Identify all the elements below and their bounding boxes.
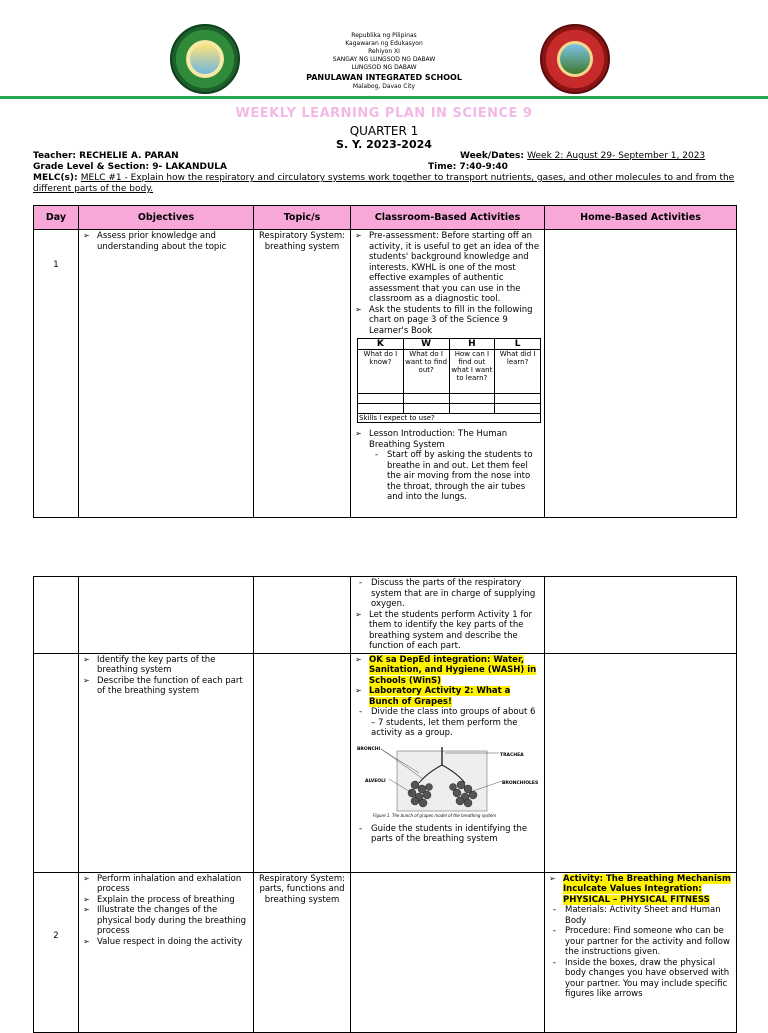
classroom-cell (351, 577, 545, 654)
letterhead-text (250, 32, 518, 91)
home-cell (545, 653, 737, 872)
page-title: WEEKLY LEARNING PLAN IN SCIENCE 9 (235, 106, 533, 121)
activity-subitem: - Discuss the parts of the respiratory system that are in charge of supplying oxygen. (371, 578, 542, 610)
objective-item: ➢ Explain the process of breathing (97, 895, 251, 906)
week-label: Week/Dates: (460, 151, 528, 161)
kwhl-question: How can I find out what I want to learn? (449, 350, 495, 394)
activity-item: ➢ Let the students perform Activity 1 for them to identify the key parts of the breathing system and describe the function of each part. (369, 610, 542, 652)
home-cell (545, 577, 737, 654)
objectives-cell (79, 872, 254, 1032)
kwhl-head: K (358, 339, 404, 350)
davao-city-division-seal-icon (170, 24, 240, 94)
kwhl-chart (357, 338, 541, 423)
values-integration: Inculcate Values Integration: PHYSICAL – PHYSICAL FITNESS (563, 884, 710, 905)
activity-item (369, 429, 542, 503)
home-subitem: - Materials: Activity Sheet and Human Body (565, 905, 734, 926)
school-name: PANULAWAN INTEGRATED SCHOOL (306, 73, 462, 82)
kwhl-question: What did I learn? (495, 350, 541, 394)
plan-table-day2 (33, 576, 737, 1033)
breathing-mechanism-activity: Activity: The Breathing Mechanism (563, 873, 731, 884)
home-cell (545, 230, 737, 518)
day-cell: 1 (34, 230, 79, 518)
objective-item: ➢ Identify the key parts of the breathing system (97, 655, 251, 676)
kwhl-question: What do I want to find out? (403, 350, 449, 394)
objectives-cell (79, 577, 254, 654)
activity-item (369, 686, 542, 707)
week-value: Week 2: August 29- September 1, 2023 (527, 151, 706, 161)
objective-item: ➢ Perform inhalation and exhalation process (97, 874, 251, 895)
header-line-1: Republika ng Pilipinas (351, 32, 417, 39)
lab-activity-title: Laboratory Activity 2: What a Bunch of Grapes! (369, 686, 511, 707)
kwhl-skills: Skills I expect to use? (358, 414, 541, 423)
day-cell (34, 577, 79, 654)
day-cell: 2 (34, 872, 79, 1032)
home-cell (545, 872, 737, 1032)
panulawan-school-seal-icon (540, 24, 610, 94)
classroom-cell (351, 872, 545, 1032)
header-day: Day (34, 206, 79, 230)
objective-item: ➢ Illustrate the changes of the physical body during the breathing process (97, 905, 251, 937)
header-objectives: Objectives (79, 206, 254, 230)
grade-info: Grade Level & Section: 9- LAKANDULA (33, 162, 228, 172)
wash-integration: OK sa DepEd integration: Water, Sanitation, and Hygiene (WASH) in Schools (WinS) (369, 654, 537, 686)
figure-label-bronchioles: BRONCHIOLES (502, 780, 539, 786)
time-info: Time: 7:40-9:40 (428, 162, 508, 172)
activity-subitem: - Divide the class into groups of about 6 – 7 students, let them perform the activity as a group. (371, 707, 542, 739)
table-row (34, 230, 737, 518)
table-row (34, 872, 737, 1032)
topic-cell: Respiratory System: breathing system (254, 230, 351, 518)
home-subitem: - Inside the boxes, draw the physical body changes you have observed with your partner. You may include specific figures like arrows (565, 958, 734, 1000)
topic-cell (254, 653, 351, 872)
quarter-label: QUARTER 1 (349, 124, 419, 138)
letterhead (0, 0, 768, 100)
school-address: Malabog, Davao City (352, 83, 416, 90)
objective-item: ➢ Value respect in doing the activity (97, 937, 251, 948)
figure-caption: Figure 1. The bunch of grapes model of the breathing system (373, 812, 497, 818)
lesson-intro: Lesson Introduction: The Human Breathing System (369, 429, 508, 450)
table-row (34, 653, 737, 872)
melc-info (33, 173, 735, 195)
day-cell (34, 653, 79, 872)
kwhl-head: W (403, 339, 449, 350)
classroom-cell (351, 230, 545, 518)
home-activity-item (563, 874, 734, 906)
figure-label-alveoli: ALVEOLI (365, 778, 386, 784)
kwhl-head: H (449, 339, 495, 350)
header-line-5: LUNGSOD NG DABAW (351, 64, 417, 71)
home-subitem: - Procedure: Find someone who can be your partner for the activity and follow the instructions given. (565, 926, 734, 958)
topic-cell (254, 577, 351, 654)
school-year: S. Y. 2023-2024 (336, 138, 432, 151)
header-home: Home-Based Activities (545, 206, 737, 230)
header-topics: Topic/s (254, 206, 351, 230)
activity-item: ➢ Ask the students to fill in the following chart on page 3 of the Science 9 Learner's Book (369, 305, 542, 337)
kwhl-head: L (495, 339, 541, 350)
objective-item: ➢ Describe the function of each part of the breathing system (97, 676, 251, 697)
plan-table-day1 (33, 205, 737, 518)
header-line-3: Rehiyon XI (368, 48, 400, 55)
figure-label-trachea: TRACHEA (500, 752, 524, 758)
melc-label: MELC(s): (33, 173, 81, 183)
figure-label-bronchi: BRONCHI (357, 746, 381, 752)
melc-value: MELC #1 - Explain how the respiratory and circulatory systems work together to transport nutrients, gases, and other molecules to and from the different parts of the body. (33, 173, 735, 194)
objectives-cell (79, 230, 254, 518)
activity-subitem: - Guide the students in identifying the parts of the breathing system (371, 824, 542, 845)
table-row (34, 577, 737, 654)
teacher-info: Teacher: RECHELIE A. PARAN (33, 151, 179, 161)
kwhl-question: What do I know? (358, 350, 404, 394)
header-classroom: Classroom-Based Activities (351, 206, 545, 230)
topic-cell: Respiratory System: parts, functions and breathing system (254, 872, 351, 1032)
header-line-4: SANGAY NG LUNGSOD NG DABAW (332, 56, 436, 63)
objective-item: ➢ Assess prior knowledge and understanding about the topic (97, 231, 251, 252)
grapes-model-figure (357, 743, 539, 818)
week-info (460, 151, 705, 162)
classroom-cell (351, 653, 545, 872)
header-line-2: Kagawaran ng Edukasyon (345, 40, 423, 47)
activity-item (369, 655, 542, 687)
activity-subitem: - Start off by asking the students to breathe in and out. Let them feel the air moving from the nose into the throat, through the air tubes and into the lungs. (387, 450, 542, 503)
activity-item: ➢ Pre-assessment: Before starting off an activity, it is useful to get an idea of the students' background knowledge and interests. KWHL is one of the most effective examples of authentic assessment that you can use in the classroom as a diagnostic tool. (369, 231, 542, 305)
header-divider (0, 96, 768, 99)
table-header-row (34, 206, 737, 230)
objectives-cell (79, 653, 254, 872)
